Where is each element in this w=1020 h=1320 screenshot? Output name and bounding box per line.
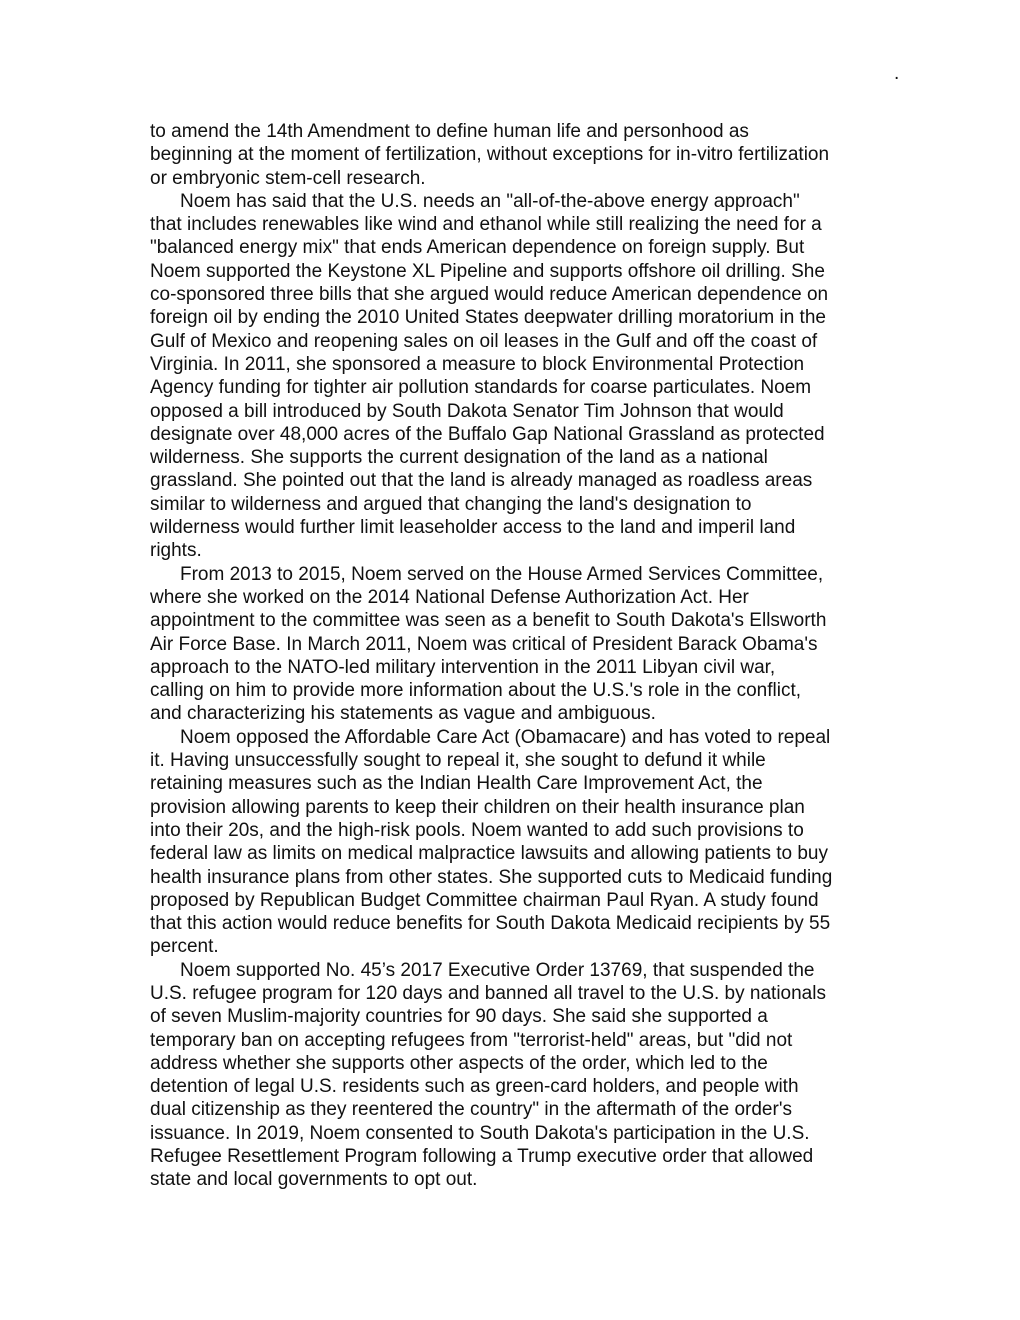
text-line: detention of legal U.S. residents such as green-card holders, and people with [150,1076,799,1098]
text-line: address whether she supports other aspects of the order, which led to the [150,1052,768,1074]
text-line: provision allowing parents to keep their children on their health insurance plan [150,796,805,818]
text-line: appointment to the committee was seen as a benefit to South Dakota's Ellsworth [150,610,827,632]
text-line: beginning at the moment of fertilization, without exceptions for in-vitro fertilization [150,144,830,166]
text-line: and characterizing his statements as vague and ambiguous. [150,703,656,725]
text-line: wilderness. She supports the current designation of the land as a national [150,447,768,469]
text-line: issuance. In 2019, Noem consented to South Dakota's participation in the U.S. [150,1122,810,1144]
text-line: U.S. refugee program for 120 days and banned all travel to the U.S. by nationals [150,982,826,1004]
paragraph-embryo-amendment [150,120,885,190]
text-line: From 2013 to 2015, Noem served on the House Armed Services Committee, [180,563,824,585]
text-line: Noem supported No. 45’s 2017 Executive Order 13769, that suspended the [180,959,815,981]
text-line: foreign oil by ending the 2010 United States deepwater drilling moratorium in the [150,307,826,329]
text-line: Noem supported the Keystone XL Pipeline and supports offshore oil drilling. She [150,260,825,282]
text-line: that includes renewables like wind and ethanol while still realizing the need for a [150,214,822,236]
text-line: calling on him to provide more information about the U.S.'s role in the conflict, [150,680,802,702]
text-line: opposed a bill introduced by South Dakota Senator Tim Johnson that would [150,400,784,422]
paragraph-energy [150,190,885,563]
text-line: co-sponsored three bills that she argued would reduce American dependence on [150,284,829,306]
text-line: of seven Muslim-majority countries for 90 days. She said she supported a [150,1006,768,1028]
text-line: "balanced energy mix" that ends American dependence on foreign supply. But [150,237,805,259]
text-line: Noem opposed the Affordable Care Act (Obamacare) and has voted to repeal [180,726,831,748]
paragraph-refugee-order [150,959,885,1192]
text-line: proposed by Republican Budget Committee chairman Paul Ryan. A study found [150,889,819,911]
text-line: approach to the NATO-led military intervention in the 2011 Libyan civil war, [150,656,776,678]
text-line: to amend the 14th Amendment to define human life and personhood as [150,121,749,142]
text-line: where she worked on the 2014 National Defense Authorization Act. Her [150,586,749,608]
text-line: into their 20s, and the high-risk pools. Noem wanted to add such provisions to [150,819,804,841]
text-line: dual citizenship as they reentered the country" in the aftermath of the order's [150,1099,792,1121]
text-line: similar to wilderness and argued that changing the land's designation to [150,493,752,515]
text-line: rights. [150,540,202,562]
text-line: Noem has said that the U.S. needs an "all-of-the-above energy approach" [180,190,800,212]
text-line: Air Force Base. In March 2011, Noem was critical of President Barack Obama's [150,633,818,655]
text-line: health insurance plans from other states. She supported cuts to Medicaid funding [150,866,833,888]
text-line: or embryonic stem-cell research. [150,167,426,189]
text-line: federal law as limits on medical malpractice lawsuits and allowing patients to buy [150,843,828,865]
paragraph-health-care [150,726,885,959]
body-text [150,120,885,1192]
paragraph-armed-services [150,563,885,726]
text-line: state and local governments to opt out. [150,1169,478,1191]
text-line: Agency funding for tighter air pollution standards for coarse particulates. Noem [150,377,812,399]
text-line: designate over 48,000 acres of the Buffalo Gap National Grassland as protected [150,423,825,445]
text-line: Gulf of Mexico and reopening sales on oil leases in the Gulf and off the coast of [150,330,818,352]
text-line: that this action would reduce benefits for South Dakota Medicaid recipients by 55 [150,913,831,935]
text-line: grassland. She pointed out that the land is already managed as roadless areas [150,470,813,492]
text-line: retaining measures such as the Indian Health Care Improvement Act, the [150,773,763,795]
text-line: wilderness would further limit leaseholder access to the land and imperil land [150,517,796,539]
text-line: Refugee Resettlement Program following a Trump executive order that allowed [150,1146,814,1168]
text-line: temporary ban on accepting refugees from "terrorist-held" areas, but "did not [150,1029,793,1051]
page-marker: . [894,63,900,84]
text-line: it. Having unsuccessfully sought to repeal it, she sought to defund it while [150,750,766,772]
text-line: percent. [150,936,219,958]
text-line: Virginia. In 2011, she sponsored a measure to block Environmental Protection [150,353,805,375]
